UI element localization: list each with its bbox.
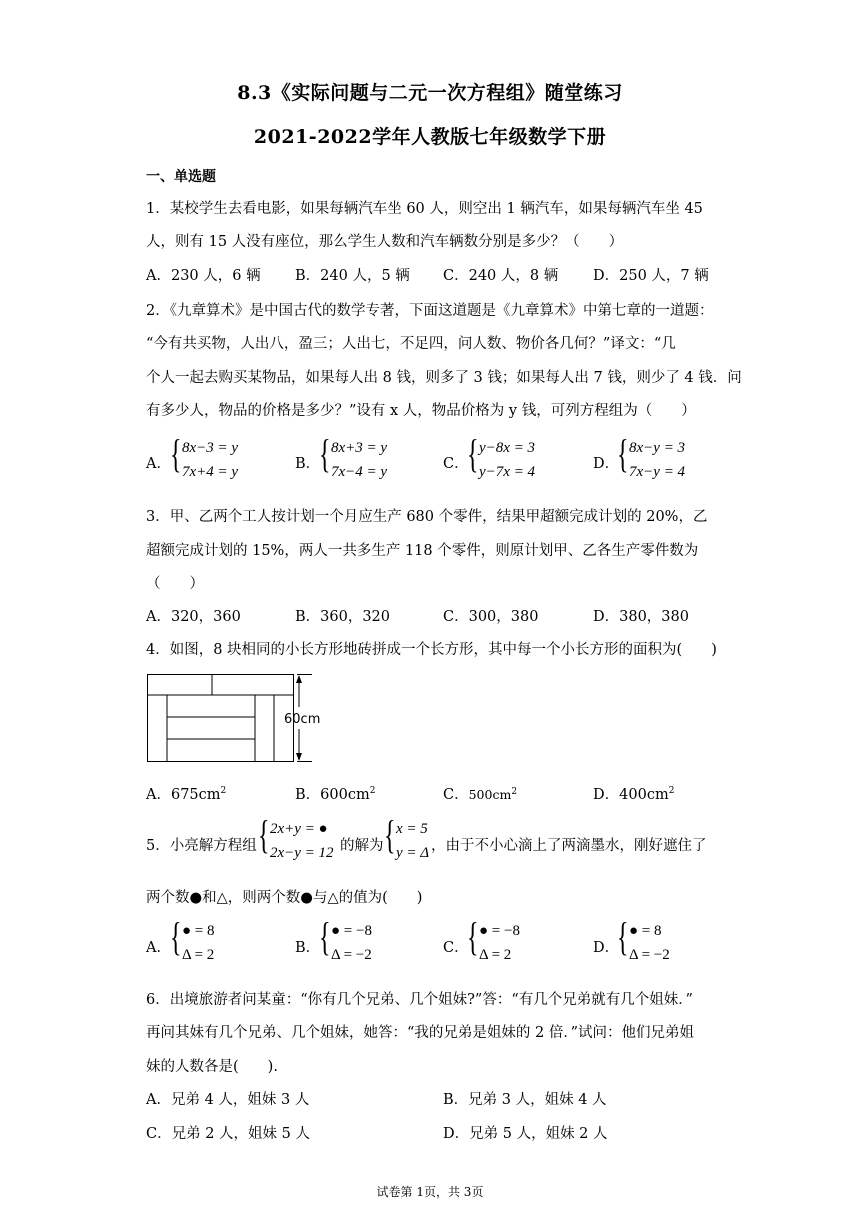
q6-option-d: D．兄弟 5 人，姐妹 2 人 xyxy=(443,1126,608,1142)
tile-figure xyxy=(147,673,327,772)
q5-option-a-system: { ● = 8 Δ = 2 xyxy=(170,914,215,963)
q5-option-b-system: { ● = −8 Δ = −2 xyxy=(319,914,372,963)
q3-text-line2: 超额完成计划的 15%，两人一共多生产 118 个零件，则原计划甲、乙各生产零件数为 xyxy=(146,543,699,559)
q5-option-d-system: { ● = 8 Δ = −2 xyxy=(617,914,670,963)
q3-option-c: C．300，380 xyxy=(443,609,539,625)
q3-option-a: A．320，360 xyxy=(146,609,241,625)
brace-icon: { xyxy=(467,431,479,476)
page-subtitle: 2021-2022学年人教版七年级数学下册 xyxy=(253,126,607,148)
q3-text-line3: （ ） xyxy=(146,576,204,592)
q2-text-line4: 有多少人，物品的价格是多少？”设有 x 人，物品价格为 y 钱，可列方程组为（ ） xyxy=(146,403,696,419)
q5-mid: 的解为 xyxy=(340,838,384,854)
q4-option-b: B．$600cm^2$ xyxy=(295,786,376,803)
q1-option-d: D．250 人，7 辆 xyxy=(593,268,709,284)
q2-label-d: D． xyxy=(593,456,620,472)
tile-diagram xyxy=(147,673,327,768)
q2-option-a-system: { 8x−3 = y 7x+4 = y xyxy=(170,431,239,480)
q1-option-c: C．240 人，8 辆 xyxy=(443,268,559,284)
q4-text-line1: 4．如图，8 块相同的小长方形地砖拼成一个长方形，其中每一个小长方形的面积为( ) xyxy=(146,642,717,658)
brace-icon: { xyxy=(467,914,479,959)
q5-solution-system: { x = 5 y = Δ xyxy=(384,812,430,861)
q2-option-d-system: { 8x−y = 3 7x−y = 4 xyxy=(617,431,686,480)
q2-text-line1: 2．《九章算术》是中国古代的数学专著，下面这道题是《九章算术》中第七章的一道题： xyxy=(146,303,714,319)
q2-text-line2: “今有共买物，人出八，盈三；人出七，不足四，问人数、物价各几何？”译文：“几 xyxy=(146,336,676,352)
q2-label-b: B． xyxy=(295,456,321,472)
q2-option-b-system: { 8x+3 = y 7x−4 = y xyxy=(319,431,388,480)
section-heading: 一、单选题 xyxy=(146,169,216,185)
dimension-label: 60cm xyxy=(284,712,321,727)
q5-label-a: A． xyxy=(146,940,171,956)
q5-label-d: D． xyxy=(593,940,620,956)
q4-option-d: D．$400cm^2$ xyxy=(593,786,675,803)
q2-label-c: C． xyxy=(443,456,469,472)
q3-option-b: B．360，320 xyxy=(295,609,391,625)
q4-option-c: C．$500cm^2$ xyxy=(443,786,518,803)
q5-label-c: C． xyxy=(443,940,469,956)
q6-text-line3: 妹的人数各是( ). xyxy=(146,1059,278,1075)
q2-text-line3: 个人一起去购买某物品，如果每人出 8 钱，则多了 3 钱；如果每人出 7 钱，则少了 4 钱．问 xyxy=(146,370,742,386)
q5-equation-system: { 2x+y = ● 2x−y = 12 xyxy=(258,812,334,861)
q5-label-b: B． xyxy=(295,940,321,956)
brace-icon: { xyxy=(617,431,629,476)
arrow-up-icon xyxy=(296,675,302,683)
page-footer: 试卷第 1页，共 3页 xyxy=(376,1185,484,1199)
q1-option-a: A．230 人，6 辆 xyxy=(146,268,261,284)
q6-text-line1: 6．出境旅游者问某童：“你有几个兄弟、几个姐妹?”答：“有几个兄弟就有几个姐妹．” xyxy=(146,992,693,1008)
arrow-down-icon xyxy=(296,753,302,761)
q5-option-c-system: { ● = −8 Δ = 2 xyxy=(467,914,520,963)
brace-icon: { xyxy=(319,914,331,959)
brace-icon: { xyxy=(319,431,331,476)
q6-option-c: C．兄弟 2 人，姐妹 5 人 xyxy=(146,1126,310,1142)
q2-option-c-system: { y−8x = 3 y−7x = 4 xyxy=(467,431,536,480)
q6-text-line2: 再问其妹有几个兄弟、几个姐妹，她答：“我的兄弟是姐妹的 2 倍．”试问：他们兄弟姐 xyxy=(146,1025,695,1041)
q1-text-line2: 人，则有 15 人没有座位，那么学生人数和汽车辆数分别是多少？（ ） xyxy=(146,234,624,250)
q4-option-a: A．$675cm^2$ xyxy=(146,786,227,803)
q1-text-line1: 1．某校学生去看电影，如果每辆汽车坐 60 人，则空出 1 辆汽车，如果每辆汽车坐 45 xyxy=(146,201,703,217)
q3-option-d: D．380，380 xyxy=(593,609,689,625)
q5-post: ，由于不小心滴上了两滴墨水，刚好遮住了 xyxy=(431,838,707,854)
q3-text-line1: 3．甲、乙两个工人按计划一个月应生产 680 个零件，结果甲超额完成计划的 20%，乙 xyxy=(146,509,708,525)
q5-pre: 5．小亮解方程组 xyxy=(146,838,257,854)
q6-option-b: B．兄弟 3 人，姐妹 4 人 xyxy=(443,1092,607,1108)
brace-icon: { xyxy=(170,431,182,476)
q6-option-a: A．兄弟 4 人，姐妹 3 人 xyxy=(146,1092,310,1108)
brace-icon: { xyxy=(384,812,396,857)
q5-text-line2: 两个数●和△，则两个数●与△的值为( ) xyxy=(146,890,423,906)
page-title: 8.3《实际问题与二元一次方程组》随堂练习 xyxy=(237,82,623,104)
q1-option-b: B．240 人，5 辆 xyxy=(295,268,410,284)
outer-rectangle xyxy=(148,675,294,762)
brace-icon: { xyxy=(617,914,629,959)
q2-label-a: A． xyxy=(146,456,171,472)
brace-icon: { xyxy=(170,914,182,959)
brace-icon: { xyxy=(258,812,270,857)
